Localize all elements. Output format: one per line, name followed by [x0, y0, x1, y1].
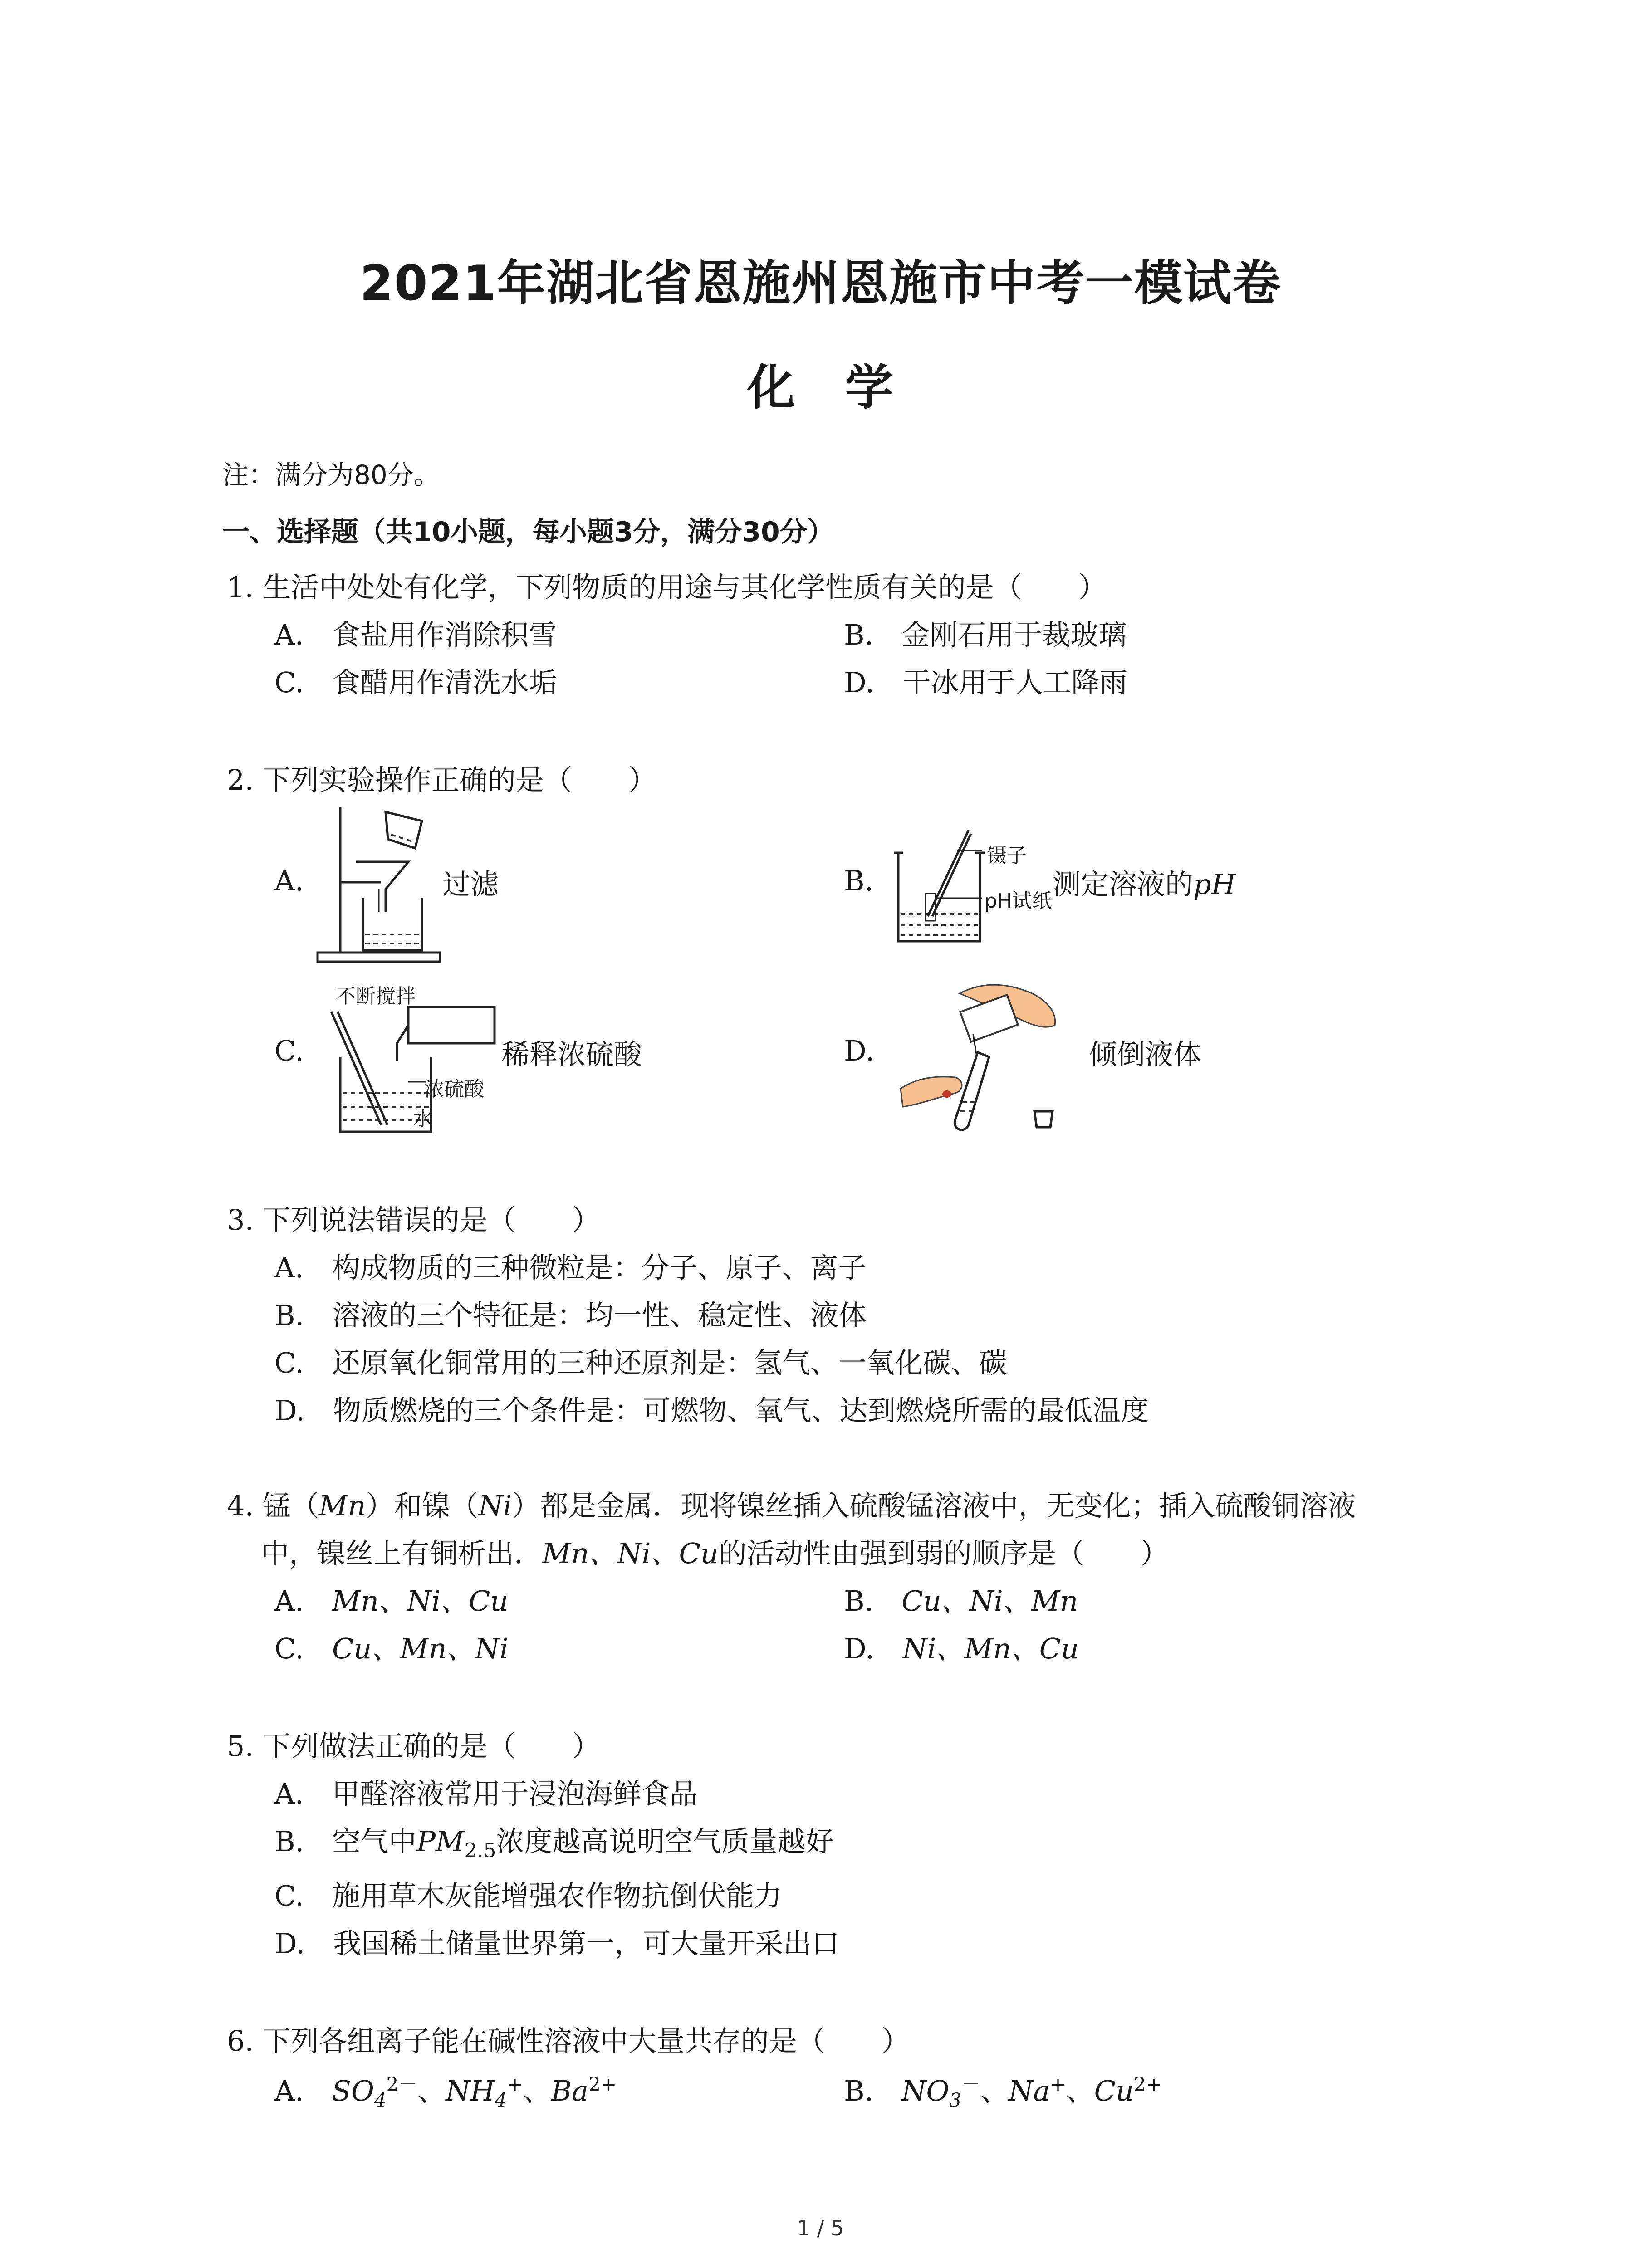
q6-option-a: A. $SO_4^{2-}$、$NH_4^+$、$Ba^{2+}$ — [274, 2073, 617, 2112]
q2-option-a-caption: 过滤 — [442, 868, 499, 901]
tweezers-label: 镊子 — [987, 844, 1027, 867]
q1-option-a: A. 食盐用作消除积雪 — [274, 618, 557, 651]
q3-option-d: D. 物质燃烧的三个条件是：可燃物、氧气、达到燃烧所需的最低温度 — [274, 1394, 1149, 1427]
water-label: 水 — [413, 1107, 433, 1130]
q6-option-b: B. $NO_3^-$、Na+、$Cu^{2+}$ — [844, 2073, 1162, 2112]
q4-option-c: C. Cu、Mn、Ni — [274, 1632, 509, 1665]
q3-option-c: C. 还原氧化铜常用的三种还原剂是：氢气、一氧化碳、碳 — [274, 1346, 1007, 1379]
q2-option-b-letter: B. — [844, 864, 874, 897]
q5-option-a: A. 甲醛溶液常用于浸泡海鲜食品 — [274, 1777, 698, 1810]
q3-option-a: A. 构成物质的三种微粒是：分子、原子、离子 — [274, 1251, 867, 1284]
q2-option-c-letter: C. — [274, 1034, 304, 1067]
stir-label: 不断搅拌 — [336, 985, 416, 1008]
score-note: 注：满分为80分。 — [222, 459, 440, 490]
q2-option-c-caption: 稀释浓硫酸 — [501, 1038, 642, 1071]
subject-title: 化 学 — [747, 360, 894, 415]
page-title: 2021年湖北省恩施州恩施市中考一模试卷 — [359, 255, 1282, 311]
pour-liquid-diagram — [896, 975, 1087, 1143]
q3-stem: 3. 下列说法错误的是（ ） — [227, 1203, 600, 1237]
q5-stem: 5. 下列做法正确的是（ ） — [227, 1730, 600, 1763]
q1-option-d: D. 干冰用于人工降雨 — [844, 666, 1128, 699]
q6-stem: 6. 下列各组离子能在碱性溶液中大量共存的是（ ） — [227, 2024, 910, 2058]
q5-option-d: D. 我国稀土储量世界第一，可大量开采出口 — [274, 1927, 840, 1960]
q1-option-b: B. 金刚石用于裁玻璃 — [844, 618, 1127, 651]
conc-acid-label: 浓硫酸 — [424, 1078, 484, 1101]
q1-option-c: C. 食醋用作清洗水垢 — [274, 666, 557, 699]
q5-option-b: B. 空气中$PM_{2.5}$浓度越高说明空气质量越好 — [274, 1825, 834, 1862]
q2-option-d-letter: D. — [844, 1034, 875, 1067]
ph-paper-label: pH试纸 — [985, 890, 1053, 913]
q2-stem: 2. 下列实验操作正确的是（ ） — [227, 763, 656, 797]
q3-option-b: B. 溶液的三个特征是：均一性、稳定性、液体 — [274, 1299, 867, 1332]
q2-option-d-caption: 倾倒液体 — [1089, 1038, 1202, 1071]
q2-option-b-caption: 测定溶液的pH — [1053, 868, 1236, 901]
section-heading: 一、选择题（共10小题，每小题3分，满分30分） — [222, 516, 834, 548]
q1-stem: 1. 生活中处处有化学，下列物质的用途与其化学性质有关的是（ ） — [227, 571, 1107, 604]
page-number: 1 / 5 — [797, 2216, 844, 2240]
q4-stem-line2: 中，镍丝上有铜析出．Mn、Ni、Cu的活动性由强到弱的顺序是（ ） — [261, 1537, 1169, 1570]
q4-option-d: D. Ni、Mn、Cu — [844, 1632, 1079, 1665]
q4-option-b: B. Cu、Ni、Mn — [844, 1584, 1078, 1618]
q2-option-a-letter: A. — [274, 864, 304, 897]
filtration-diagram — [313, 803, 449, 966]
q5-option-c: C. 施用草木灰能增强农作物抗倒伏能力 — [274, 1879, 782, 1912]
q4-stem-line1: 4. 锰（Mn）和镍（Ni）都是金属．现将镍丝插入硫酸锰溶液中，无变化；插入硫酸铜溶液 — [227, 1489, 1356, 1522]
q4-option-a: A. Mn、Ni、Cu — [274, 1584, 509, 1618]
